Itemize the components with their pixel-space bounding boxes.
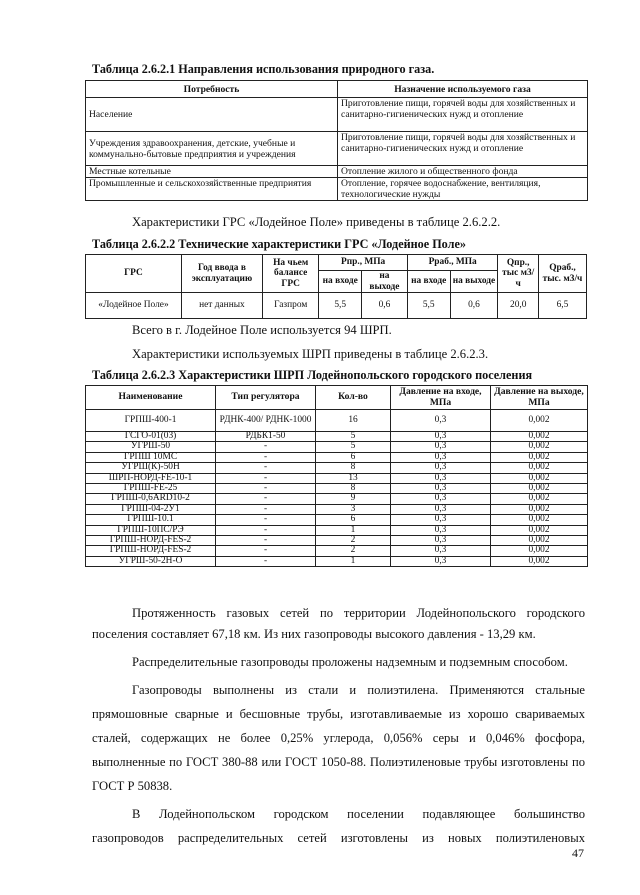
table-header-cell: Давление на выходе, МПа [491, 386, 588, 410]
table-row [86, 494, 588, 504]
gas-usage-table [85, 80, 588, 201]
table-header-row [86, 386, 588, 410]
table-header-cell: Qраб., тыс. м3/ч [538, 255, 586, 293]
paragraph-line: Протяженность газовых сетей по территории Лодейнопольского городского [132, 606, 585, 620]
table1-caption: Таблица 2.6.2.1 Направления использования природного газа. [92, 62, 435, 76]
table-header-cell: ГРС [86, 255, 182, 293]
table-cell: 0,6 [450, 293, 498, 319]
table-cell: 0,002 [491, 473, 588, 483]
table-cell: 0,3 [391, 410, 491, 432]
table-header-cell: на выходе [362, 271, 408, 293]
table-header-cell: Год ввода в эксплуатацию [181, 255, 262, 293]
table-cell: УГРШ-50-2Н-О [86, 556, 216, 566]
table-cell: 0,002 [491, 410, 588, 432]
table-cell: ГРПШ-400-1 [86, 410, 216, 432]
table-row [86, 410, 588, 432]
table-cell: 6,5 [538, 293, 586, 319]
table-cell: 6 [316, 452, 391, 462]
paragraph: Характеристики ГРС «Лодейное Поле» приведены в таблице 2.6.2.2. [132, 215, 501, 229]
table-cell: ГСГО-01(03) [86, 432, 216, 442]
table-cell: ГРПШ-НОРД-FES-2 [86, 536, 216, 546]
table-header-cell: На чьем балансе ГРС [262, 255, 318, 293]
table-cell: Население [86, 98, 338, 132]
paragraph-line: В Лодейнопольском городском поселении подавляющее большинство [132, 807, 585, 821]
table-cell: - [216, 515, 316, 525]
table-cell: Учреждения здравоохранения, детские, учебные и коммунально-бытовые предприятия и учреждения [86, 132, 338, 166]
table-cell: - [216, 504, 316, 514]
table-cell: - [216, 556, 316, 566]
grs-specs-table [85, 254, 587, 319]
table-cell: Отопление, горячее водоснабжение, вентиляция, технологические нужды [338, 178, 588, 201]
table-header-cell: Потребность [86, 81, 338, 98]
table-cell: ШРП-НОРД-FE-10-1 [86, 473, 216, 483]
paragraph-line: Газопроводы выполнены из стали и полиэтилена. Применяются стальные [132, 683, 585, 697]
table-cell: ГРПШ-10.1 [86, 515, 216, 525]
table-cell: ГРПШ-0,6ARD10-2 [86, 494, 216, 504]
paragraph-line: газопроводов распределительных сетей изготовлены из новых полиэтиленовых [92, 831, 585, 845]
table-header-cell: на входе [319, 271, 362, 293]
table-row [86, 463, 588, 473]
table-cell: ГРПШ-10ПС/РЭ [86, 525, 216, 535]
table-cell: 2 [316, 536, 391, 546]
table-cell: 5,5 [407, 293, 450, 319]
table-cell: 1 [316, 525, 391, 535]
table-header-cell: Qпр., тыс м3/ч [498, 255, 539, 293]
table-cell: «Лодейное Поле» [86, 293, 182, 319]
table-cell: ГРПШ-FE-25 [86, 484, 216, 494]
table-cell: 0,002 [491, 536, 588, 546]
table-cell: нет данных [181, 293, 262, 319]
table-cell: 1 [316, 556, 391, 566]
paragraph-line: поселения составляет 67,18 км. Из них газопроводы высокого давления - 13,29 км. [92, 627, 536, 641]
table-cell: - [216, 536, 316, 546]
table-header-cell: Давление на входе, МПа [391, 386, 491, 410]
table-cell: РДНК-400/ РДНК-1000 [216, 410, 316, 432]
table-cell: 20,0 [498, 293, 539, 319]
table-cell: 0,3 [391, 494, 491, 504]
table-cell: 8 [316, 463, 391, 473]
table-cell: 0,6 [362, 293, 408, 319]
shrp-specs-table [85, 385, 588, 567]
table-header-cell: на выходе [450, 271, 498, 293]
table-header-cell: Кол-во [316, 386, 391, 410]
table2-caption: Таблица 2.6.2.2 Технические характеристики ГРС «Лодейное Поле» [92, 237, 466, 251]
table-cell: - [216, 452, 316, 462]
table-cell: - [216, 494, 316, 504]
table-cell: 0,3 [391, 463, 491, 473]
table-cell: 8 [316, 484, 391, 494]
table-cell: 0,3 [391, 536, 491, 546]
table-cell: УГРШ(К)-50Н [86, 463, 216, 473]
table-cell: Отопление жилого и общественного фонда [338, 166, 588, 178]
table-cell: - [216, 442, 316, 452]
table-cell: 0,3 [391, 515, 491, 525]
paragraph-line: ГОСТ Р 50838. [92, 779, 173, 793]
table-cell: 13 [316, 473, 391, 483]
table-cell: 0,002 [491, 556, 588, 566]
table-cell: 0,3 [391, 546, 491, 556]
paragraph-line: выполненные по ГОСТ 380-88 или ГОСТ 1050-88. Полиэтиленовые трубы изготовлены по [92, 755, 585, 769]
table-row [86, 525, 588, 535]
table-cell: Приготовление пищи, горячей воды для хозяйственных и санитарно-гигиенических нужд и отопление [338, 132, 588, 166]
table-cell: 0,3 [391, 556, 491, 566]
paragraph: Всего в г. Лодейное Поле используется 94 ШРП. [132, 323, 392, 337]
table-cell: 5 [316, 432, 391, 442]
table-cell: 0,002 [491, 494, 588, 504]
table-cell: - [216, 525, 316, 535]
table-cell: РДБК1-50 [216, 432, 316, 442]
table-cell: - [216, 484, 316, 494]
table-row [86, 293, 587, 319]
table-row [86, 484, 588, 494]
table-cell: - [216, 473, 316, 483]
table-cell: 2 [316, 546, 391, 556]
table-cell: 0,3 [391, 442, 491, 452]
table-row [86, 442, 588, 452]
table-cell: Промышленные и сельскохозяйственные предприятия [86, 178, 338, 201]
table-cell: ГРПШ-04-2У1 [86, 504, 216, 514]
table-header-row [86, 255, 587, 271]
paragraph-line: прямошовные сварные и бесшовные трубы, изготавливаемые из хорошо свариваемых [92, 707, 585, 721]
table-cell: 0,002 [491, 504, 588, 514]
table-row [86, 98, 588, 132]
table-cell: 0,002 [491, 463, 588, 473]
table-cell: 0,002 [491, 442, 588, 452]
table-cell: 0,3 [391, 525, 491, 535]
table-header-cell: Рпр., МПа [319, 255, 407, 271]
table-cell: 3 [316, 504, 391, 514]
table-header-row [86, 81, 588, 98]
table-cell: 16 [316, 410, 391, 432]
table-cell: - [216, 546, 316, 556]
table-cell: 0,3 [391, 432, 491, 442]
paragraph-line: сталей, содержащих не более 0,25% углерода, 0,056% серы и 0,046% фосфора, [92, 731, 585, 745]
table-cell: 5 [316, 442, 391, 452]
paragraph: Распределительные газопроводы проложены надземным и подземным способом. [132, 655, 568, 669]
table-cell: Приготовление пищи, горячей воды для хозяйственных и санитарно-гигиенических нужд и отопление [338, 98, 588, 132]
table-header-cell: Наименование [86, 386, 216, 410]
table-cell: 0,3 [391, 452, 491, 462]
table-cell: 9 [316, 494, 391, 504]
table-row [86, 166, 588, 178]
table-row [86, 178, 588, 201]
table-row [86, 473, 588, 483]
table-cell: Местные котельные [86, 166, 338, 178]
table-cell: ГРПШ-НОРД-FES-2 [86, 546, 216, 556]
table-cell: ГРПШ 10МС [86, 452, 216, 462]
table-header-cell: Назначение используемого газа [338, 81, 588, 98]
table-cell: 0,3 [391, 504, 491, 514]
table-cell: - [216, 463, 316, 473]
table-cell: 0,002 [491, 484, 588, 494]
table-cell: 0,002 [491, 515, 588, 525]
table-cell: 0,002 [491, 546, 588, 556]
table-cell: 5,5 [319, 293, 362, 319]
table-row [86, 546, 588, 556]
table-header-cell: на входе [407, 271, 450, 293]
table3-caption: Таблица 2.6.2.3 Характеристики ШРП Лодейнопольского городского поселения [92, 368, 533, 382]
table-row [86, 536, 588, 546]
table-cell: Газпром [262, 293, 318, 319]
table-row [86, 132, 588, 166]
table-cell: 0,3 [391, 484, 491, 494]
table-cell: 0,002 [491, 432, 588, 442]
table-row [86, 515, 588, 525]
table-row [86, 556, 588, 566]
table-header-cell: Рраб., МПа [407, 255, 498, 271]
table-cell: 0,3 [391, 473, 491, 483]
table-cell: УГРШ-50 [86, 442, 216, 452]
table-cell: 6 [316, 515, 391, 525]
page-number: 47 [572, 846, 584, 860]
table-row [86, 504, 588, 514]
table-cell: 0,002 [491, 525, 588, 535]
table-row [86, 432, 588, 442]
table-header-cell: Тип регулятора [216, 386, 316, 410]
paragraph: Характеристики используемых ШРП приведены в таблице 2.6.2.3. [132, 347, 489, 361]
table-cell: 0,002 [491, 452, 588, 462]
